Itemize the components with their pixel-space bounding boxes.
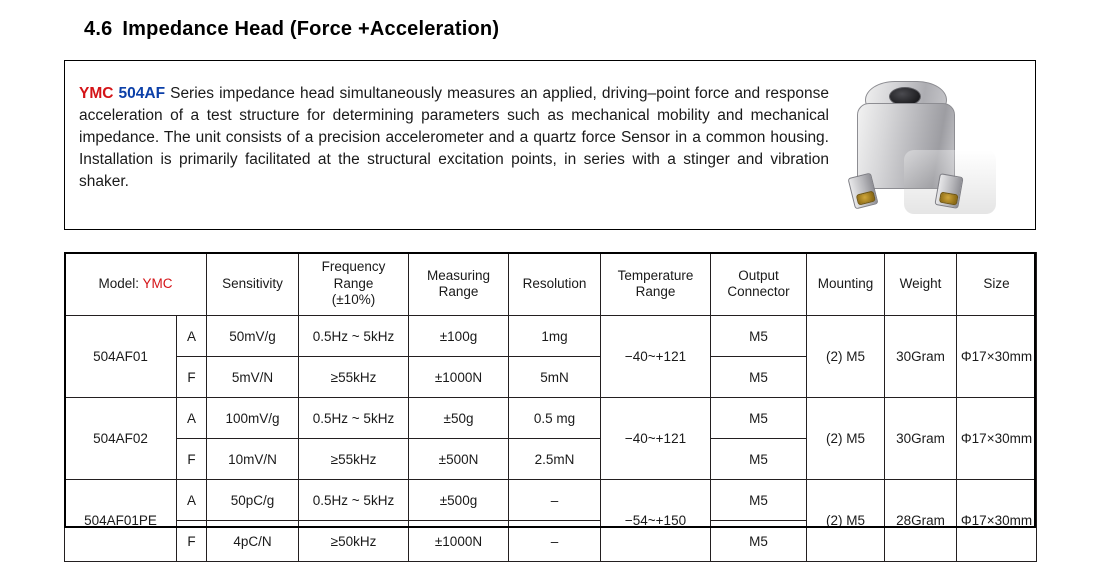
- cell-frequency-range: 0.5Hz ~ 5kHz: [299, 398, 409, 439]
- table-row: [65, 480, 1037, 521]
- header-frequency-range-line3: (±10%): [331, 292, 376, 308]
- cell-model: 504AF01: [65, 316, 177, 398]
- header-output-connector: [711, 253, 807, 316]
- cell-frequency-range: ≥55kHz: [299, 439, 409, 480]
- header-measuring-range-line2: Range: [438, 284, 479, 299]
- intro-panel: [64, 60, 1036, 230]
- cell-resolution: –: [509, 521, 601, 562]
- cell-sensitivity: 50mV/g: [207, 316, 299, 357]
- cell-output-connector: M5: [711, 398, 807, 439]
- section-title: Impedance Head (Force +Acceleration): [122, 18, 500, 40]
- cell-channel-type: A: [177, 316, 207, 357]
- cell-measuring-range: ±1000N: [409, 521, 509, 562]
- header-size: Size: [957, 253, 1037, 316]
- cell-sensitivity: 4pC/N: [207, 521, 299, 562]
- header-measuring-range: [409, 253, 509, 316]
- cell-sensitivity: 10mV/N: [207, 439, 299, 480]
- cell-measuring-range: ±100g: [409, 316, 509, 357]
- cell-sensitivity: 5mV/N: [207, 357, 299, 398]
- product-image: [813, 71, 1009, 221]
- cell-size: Φ17×30mm: [957, 480, 1037, 562]
- cell-size: Φ17×30mm: [957, 316, 1037, 398]
- header-frequency-range-line2: Range: [333, 275, 374, 291]
- cell-channel-type: F: [177, 357, 207, 398]
- cell-output-connector: M5: [711, 521, 807, 562]
- cell-resolution: 5mN: [509, 357, 601, 398]
- cell-channel-type: A: [177, 398, 207, 439]
- cell-frequency-range: 0.5Hz ~ 5kHz: [299, 316, 409, 357]
- header-weight: Weight: [885, 253, 957, 316]
- cell-temperature-range: −54~+150: [601, 480, 711, 562]
- cell-resolution: –: [509, 480, 601, 521]
- header-temperature-range-line1: Temperature: [617, 267, 694, 283]
- cell-measuring-range: ±500g: [409, 480, 509, 521]
- header-resolution: Resolution: [509, 253, 601, 316]
- cell-measuring-range: ±1000N: [409, 357, 509, 398]
- header-temperature-range: [601, 253, 711, 316]
- cell-sensitivity: 100mV/g: [207, 398, 299, 439]
- cell-resolution: 1mg: [509, 316, 601, 357]
- header-model: [65, 253, 207, 316]
- header-frequency-range-line1: Frequency: [321, 259, 386, 275]
- header-mounting: Mounting: [807, 253, 885, 316]
- cell-frequency-range: ≥55kHz: [299, 357, 409, 398]
- section-number: 4.6: [84, 18, 113, 40]
- cell-mounting: (2) M5: [807, 398, 885, 480]
- cell-measuring-range: ±500N: [409, 439, 509, 480]
- connector-tip-icon: [856, 191, 876, 206]
- header-output-connector-line2: Connector: [727, 284, 790, 299]
- cell-frequency-range: 0.5Hz ~ 5kHz: [299, 480, 409, 521]
- cell-temperature-range: −40~+121: [601, 316, 711, 398]
- cell-weight: 30Gram: [885, 398, 957, 480]
- specification-table-wrapper: [64, 252, 1036, 562]
- cell-channel-type: F: [177, 521, 207, 562]
- specification-table: [64, 252, 1037, 562]
- cell-resolution: 0.5 mg: [509, 398, 601, 439]
- cell-frequency-range: ≥50kHz: [299, 521, 409, 562]
- table-row: [65, 316, 1037, 357]
- cell-output-connector: M5: [711, 439, 807, 480]
- cell-channel-type: F: [177, 439, 207, 480]
- intro-body-text: Series impedance head simultaneously measures an applied, driving–point force and response acceleration of a test structure for determining parameters such as mechanical mobility and mechanical impedance. The unit consists of a precision accelerometer and a quartz force Sensor in a common housing. Installation is primarily facilitated at the structural excitation points, in series with a stinger and vibration shaker.: [79, 85, 829, 190]
- cell-output-connector: M5: [711, 357, 807, 398]
- table-row: [65, 398, 1037, 439]
- cell-temperature-range: −40~+121: [601, 398, 711, 480]
- cell-output-connector: M5: [711, 480, 807, 521]
- header-temperature-range-line2: Range: [635, 284, 676, 299]
- section-heading: [84, 18, 499, 41]
- cell-weight: 30Gram: [885, 316, 957, 398]
- brand-model-number: 504AF: [118, 85, 166, 102]
- cell-sensitivity: 50pC/g: [207, 480, 299, 521]
- cell-size: Φ17×30mm: [957, 398, 1037, 480]
- cell-output-connector: M5: [711, 316, 807, 357]
- cell-channel-type: A: [177, 480, 207, 521]
- cell-mounting: (2) M5: [807, 480, 885, 562]
- cell-resolution: 2.5mN: [509, 439, 601, 480]
- cell-measuring-range: ±50g: [409, 398, 509, 439]
- intro-paragraph: [79, 83, 829, 193]
- cell-mounting: (2) M5: [807, 316, 885, 398]
- cell-weight: 28Gram: [885, 480, 957, 562]
- header-frequency-range: [299, 253, 409, 316]
- header-model-label: Model:: [98, 275, 143, 291]
- table-header-row: [65, 253, 1037, 316]
- cell-model: 504AF01PE: [65, 480, 177, 562]
- header-model-brand: YMC: [142, 275, 173, 291]
- connector-tip-icon: [939, 192, 959, 206]
- header-output-connector-line1: Output: [738, 267, 779, 283]
- header-sensitivity: Sensitivity: [207, 253, 299, 316]
- header-measuring-range-line1: Measuring: [426, 267, 491, 283]
- brand-ymc: YMC: [79, 85, 114, 102]
- cell-model: 504AF02: [65, 398, 177, 480]
